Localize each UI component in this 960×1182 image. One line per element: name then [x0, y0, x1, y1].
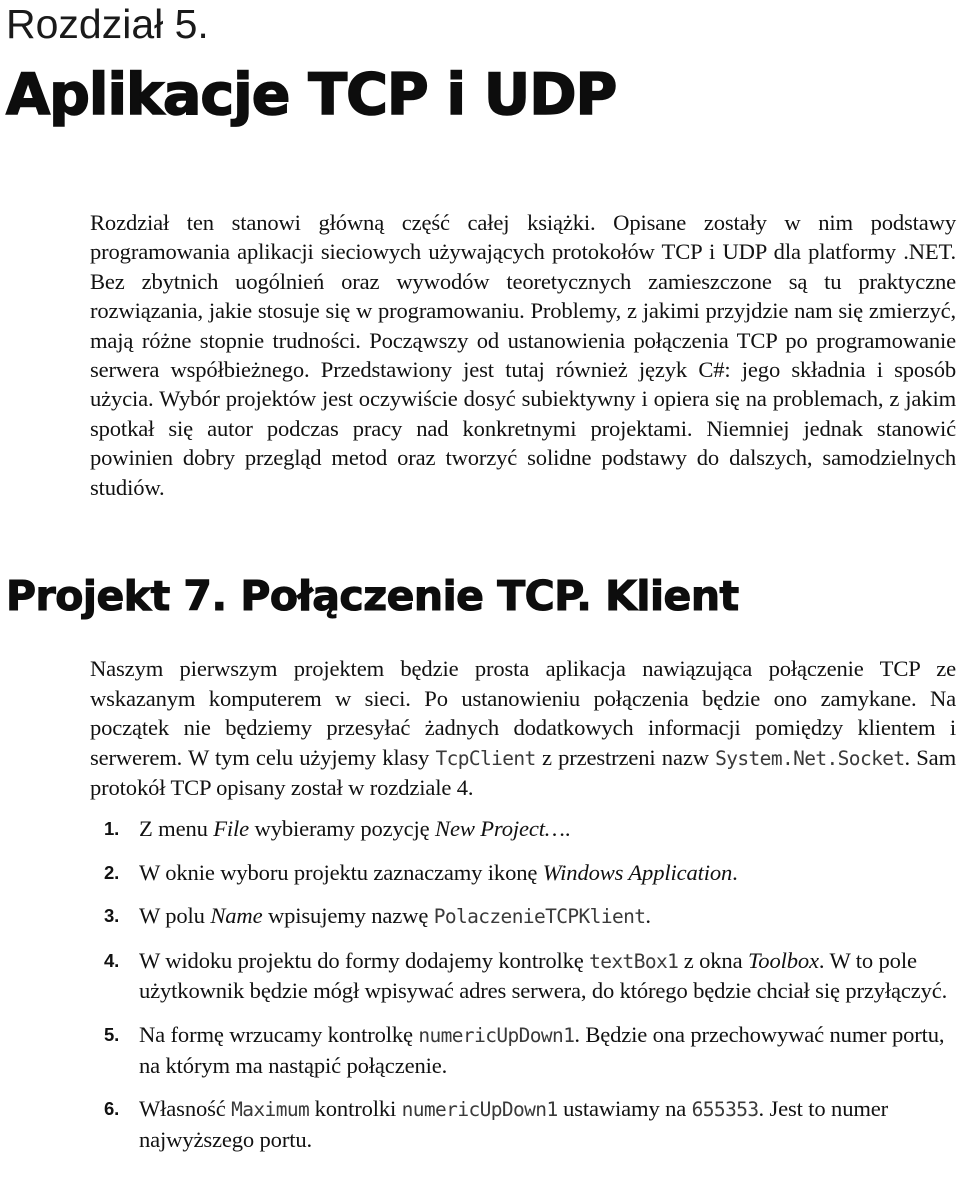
code-value: 655353 — [691, 1098, 759, 1122]
section-text: . Sam protokół TCP opisany został w rozdziale 4. — [90, 744, 956, 800]
step-text: Na formę wrzucamy kontrolkę — [139, 1021, 419, 1047]
step-text: . — [732, 859, 738, 885]
field-name: Name — [210, 903, 263, 929]
menu-item-name: New Project… — [435, 816, 565, 841]
code-numericupdown: numericUpDown1 — [401, 1098, 558, 1122]
step-number: 4. — [104, 949, 120, 971]
window-name: Toolbox — [747, 947, 819, 973]
project-type-name: Windows Application — [542, 859, 733, 885]
step-item — [104, 858, 954, 888]
step-item — [104, 946, 954, 1006]
code-numericupdown: numericUpDown1 — [418, 1023, 575, 1047]
step-number: 6. — [104, 1098, 120, 1120]
step-text: Własność — [139, 1096, 232, 1122]
section-title: Projekt 7. Połączenie TCP. Klient — [6, 572, 739, 620]
chapter-title: Aplikacje TCP i UDP — [6, 62, 617, 128]
step-text: . — [645, 903, 651, 929]
code-textbox: textBox1 — [589, 949, 679, 973]
step-number: 5. — [104, 1023, 120, 1045]
step-text: W oknie wyboru projektu zaznaczamy ikonę — [139, 859, 543, 885]
step-text: . Jest to numer najwyższego portu. — [139, 1096, 889, 1152]
step-text: wybieramy pozycję — [249, 816, 436, 841]
code-property: Maximum — [231, 1098, 310, 1122]
step-text: W widoku projektu do formy dodajemy kontrolkę — [139, 947, 590, 973]
section-text: Naszym pierwszym projektem będzie prosta aplikacja nawiązująca połączenie TCP ze wskazanym komputerem w sieci. Po ustanowieniu połączenia będzie ono zamykane. Na początek nie będziemy przesyłać żadnych dodatkowych informacji pomiędzy klientem i serwerem. W tym celu użyjemy klasy — [90, 656, 956, 770]
intro-paragraph: Rozdział ten stanowi główną część całej książki. Opisane zostały w nim podstawy programowania aplikacji sieciowych używających protokołów TCP i UDP dla platformy .NET. Bez zbytnich uogólnień oraz wywodów teoretycznych zamieszczone są tu praktyczne rozwiązania, jakie stosuje się w programowaniu. Problemy, z jakimi przyjdzie nam się zmierzyć, mają różne stopnie trudności. Począwszy od ustanowienia połączenia TCP po programowanie serwera współbieżnego. Przedstawiony jest tutaj również język C#: jego składnia i sposób użycia. Wybór projektów jest oczywiście dosyć subiektywny i opiera się na problemach, z jakim spotkał się autor podczas pracy nad konkretnymi projektami. Niemniej jednak stanowić powinien dobry przegląd metod oraz tworzyć solidne podstawy do dalszych, samodzielnych studiów. — [90, 210, 956, 500]
step-text: ustawiamy na — [557, 1096, 692, 1122]
step-text: wpisujemy nazwę — [262, 903, 434, 929]
step-text: z okna — [678, 947, 748, 973]
step-item — [104, 814, 954, 844]
step-text: kontrolki — [309, 1096, 402, 1122]
step-text: . Będzie ona przechowywać numer portu, na którym ma nastąpić połączenie. — [139, 1021, 945, 1078]
step-text: . — [564, 816, 571, 841]
code-namespace: System.Net.​Socket — [715, 746, 905, 770]
code-tcpclient: TcpClient — [435, 746, 536, 770]
step-text: Z menu — [139, 816, 214, 841]
menu-name: File — [213, 816, 250, 841]
section-text: z przestrzeni nazw — [535, 744, 716, 770]
step-item — [104, 1020, 954, 1080]
step-item — [104, 1094, 954, 1154]
step-number: 3. — [104, 905, 120, 927]
step-text: . W to pole użytkownik będzie mógł wpisywać adres serwera, do którego będzie chciał się przyłączyć. — [139, 947, 948, 1004]
step-item — [104, 901, 954, 932]
step-number: 1. — [104, 818, 120, 839]
step-number: 2. — [104, 861, 120, 883]
steps-list — [104, 814, 954, 1168]
step-text: W polu — [139, 903, 211, 929]
chapter-label: Rozdział 5. — [6, 1, 209, 47]
section-paragraph — [90, 654, 956, 803]
code-project-name: PolaczenieTCPKlient — [433, 905, 646, 929]
